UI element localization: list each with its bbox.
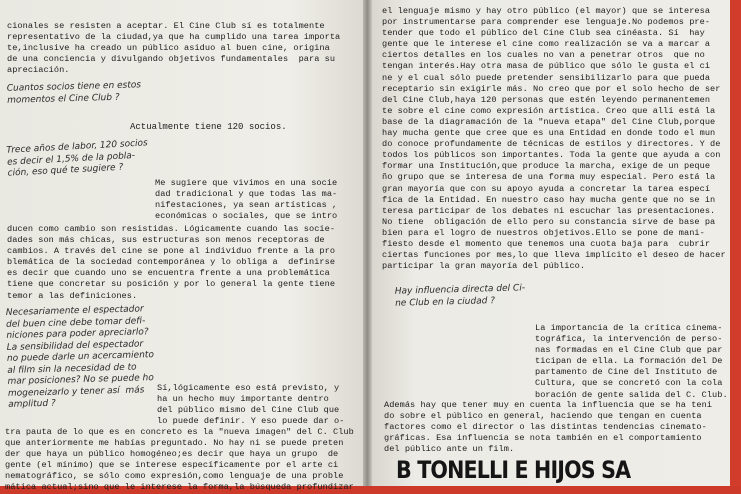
left-paragraph-intro: cionales se resisten a aceptar. El Cine Club sí es totalmente representativo de la ciudad,ya que ha cumplido una tarea importa te,inclusive ha creado un público asiduo al buen cine, origina de una conciencia y divulgando objetivos fundamentales para su apreciación. (7, 21, 341, 76)
question-socios: Cuantos socios tiene en estos momentos el Cine Club ? (6, 80, 142, 106)
question-espectador: Necesariamente el espectador del buen cine debe tomar defi- niciones para poder apreciarlo? La sensibilidad del espectador no puede darle un acercamiento al film sin la necesidad de to mar posiciones? No se puede ho mogeneizarlo y tener así más amplitud ? (5, 304, 155, 410)
question-trece-anos: Trece años de labor, 120 socios es decir el 1,5% de la pobla- ción, eso qué te sugiere ? (6, 138, 149, 179)
book-gutter (363, 0, 372, 486)
left-paragraph-cambios: ducen como cambio son resistidas. Lógicamente cuando las socie- dades son más chicas, sus estructuras son menos receptoras de cambios. A través del cine se pone al individuo frente a la pro blemática de la sociedad contemporánea y lo obliga a definirse es decir que cuando uno se encuentra frente a una problemática tiene que concretar su posición y por lo general la gente tiene temor a las definiciones. (7, 224, 336, 301)
red-background-edge (730, 0, 741, 486)
left-page (0, 0, 363, 493)
question-influencia: Hay influencia directa del Ci- ne Club en la ciudad ? (394, 283, 526, 309)
answer-socios: Actualmente tiene 120 socios. (130, 122, 287, 132)
left-paragraph-pauta: tra pauta de lo que es en concreto es la "nueva imagen" del C. Club que anteriormente me habías preguntado. No hay ni se puede preten der que haya un público homogéneo;es decir que haya un grupo de gente (el mínimo) que se interese específicamente por el arte ci nematográfico, se sólo como expresión,como lenguaje de una proble mática actual;sino que le interese la forma,la búsqueda profundizar (5, 427, 354, 493)
advert-brand-text: B TONELLI E HIJOS SA (396, 456, 631, 484)
right-paragraph-lenguaje: el lenguaje mismo y hay otro público (el mayor) que se interesa por instrumentarse para comprender ese lenguaje.No podemos pre- tender que todo el público del Cine Club sea cinéasta. Sí hay gente que le interese el cine como realización se va a marcar a ciertos detalles en los cuales no van a penetrar otros que no tengan interés.Hay otra masa de público que sólo le gusta el ci ne y el cual sólo puede pretender sensibilizarlo para que pueda receptario sin exigirle más. No creo que por el solo hecho de ser del Cine Club,haya 120 personas que estén leyendo permanentemen te sobre el cine como expresión artística. Creo que allí está la base de la diagramación de la "nueva etapa" del Cine Club,porque hay mucha gente que cree que es una Entidad en donde todo el mun do conoce profundamente de técnicas de estilos y directores. Y de todos los públicos son importantes. Toda la gente que ayuda a con formar una Institución,que produce la marcha, exige de un peque ño grupo que se interesa de una forma muy especial. Pero está la gran mayoría que con su apoyo ayuda a concretar la tarea especí fica de la Entidad. En nuestro caso hay mucha gente que no se in teresa participar de los debates ni escuchar las presentaciones. No tiene obligación de ello pero su constancia sirve de base pa bien para el logro de nuestros objetivos.Ello se pone de mani- fiesto desde el momento que tenemos una cuota baja para cubrir ciertas funciones por mes,lo que lleva implícito el deseo de hacer participar la gran mayoría del público. (382, 6, 726, 272)
answer-influencia: La importancia de la crítica cinema- tográfica, la intervención de perso- nas formadas en el Cine Club que par ticipan de ella. La formación del De partamento de Cine del Instituto de Cultura, que se concretó con la cola boración de gente salida del C. Club. (535, 323, 728, 400)
answer-previsto: Sí,lógicamente eso está previsto, y ha un hecho muy importante dentro del público mismo del Cine Club que lo puede definir. Y eso puede dar o- (157, 383, 345, 427)
right-page (372, 0, 730, 486)
answer-sugiere: Me sugiere que vivimos en una socie dad tradicional y que todas las ma- nifestaciones, ya sean artísticas , económicas o sociales, que se intro (155, 178, 338, 222)
right-paragraph-ademas: Además hay que tener muy en cuenta la influencia que se ha teni do sobre el público en general, haciendo que tengan en cuenta factores como el director o las distintas tendencias cinemato- gráficas. Esa influencia se nota también en el comportamiento del público ante un film. (384, 400, 713, 455)
